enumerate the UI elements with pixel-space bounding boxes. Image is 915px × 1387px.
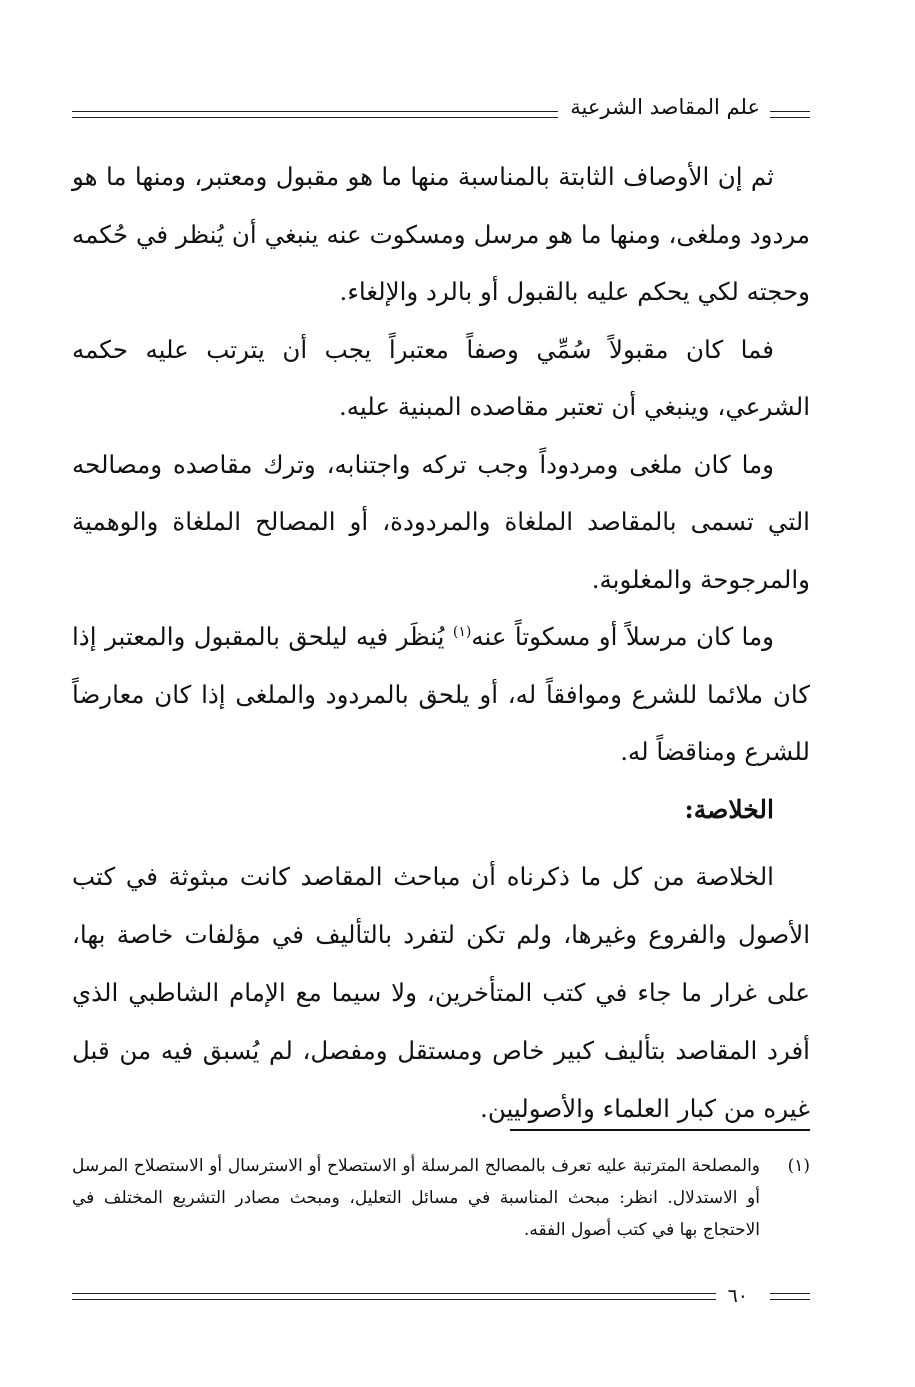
footer-rule-short xyxy=(770,1293,810,1300)
running-header xyxy=(72,94,810,134)
paragraph-4-start: وما كان مرسلاً أو مسكوتاً عنه xyxy=(471,622,774,651)
paragraph-1: ثم إن الأوصاف الثابتة بالمناسبة منها ما هو مقبول ومعتبر، ومنها ما هو مردود وملغى، ومنها ما هو مرسل ومسكوت عنه ينبغي أن يُنظر في حُكمه وحجته لكي يحكم عليه بالقبول أو بالرد والإلغاء. xyxy=(72,162,810,306)
paragraph-4 xyxy=(72,608,810,781)
page-footer xyxy=(72,1281,810,1311)
paragraph-3: وما كان ملغى ومردوداً وجب تركه واجتنابه، وترك مقاصده ومصالحه التي تسمى بالمقاصد الملغاة والمردودة، أو المصالح الملغاة والوهمية والمرجوحة والمغلوبة. xyxy=(72,449,810,594)
page-number: ٦٠ xyxy=(727,1285,748,1307)
main-text xyxy=(72,148,810,1138)
paragraph-4-end: يُنظَر فيه ليلحق بالمقبول والمعتبر إذا كان ملائما للشرع وموافقاً له، أو يلحق بالمردود والملغى إذا كان معارضاً للشرع ومناقضاً له. xyxy=(72,622,810,766)
footer-rule-long xyxy=(72,1293,716,1300)
header-rule-long xyxy=(72,111,558,118)
header-rule-short xyxy=(770,111,810,118)
running-header-title: علم المقاصد الشرعية xyxy=(570,95,760,119)
paragraph-2: فما كان مقبولاً سُمِّي وصفاً معتبراً يجب أن يترتب عليه حكمه الشرعي، وينبغي أن تعتبر مقاصده المبنية عليه. xyxy=(72,334,810,421)
footnote-text: والمصلحة المترتبة عليه تعرف بالمصالح المرسلة أو الاستصلاح أو الاسترسال أو الاستصلاح المرسل أو الاستدلال. انظر: مبحث المناسبة في مسائل التعليل، ومبحث مصادر التشريع المختلف في الاحتجاج بها في كتب أصول الفقه. xyxy=(72,1156,760,1240)
footnote xyxy=(72,1150,810,1246)
footnote-number: (١) xyxy=(787,1156,810,1176)
summary-paragraph: الخلاصة من كل ما ذكرناه أن مباحث المقاصد كانت مبثوثة في كتب الأصول والفروع وغيرها، ولم تكن لتفرد بالتأليف في مؤلفات خاصة بها، على غرار ما جاء في كتب المتأخرين، ولا سيما مع الإمام الشاطبي الذي أفرد المقاصد بتأليف كبير خاص ومستقل ومفصل، لم يُسبق فيه من قبل غيره من كبار العلماء والأصوليين. xyxy=(72,861,810,1123)
footnote-separator xyxy=(510,1129,810,1131)
section-heading-summary: الخلاصة: xyxy=(684,794,774,824)
footnote-reference[interactable]: (١) xyxy=(452,623,472,640)
